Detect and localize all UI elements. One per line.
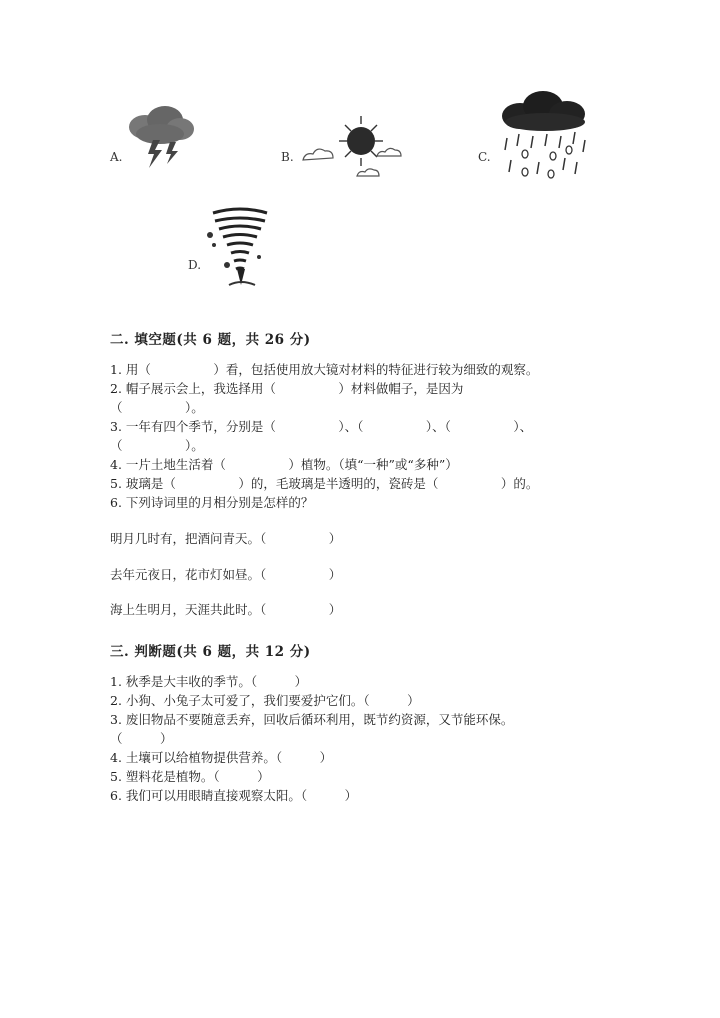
- option-d-label: D.: [188, 258, 202, 272]
- rain-icon: [495, 88, 595, 188]
- judge-question-1: 1. 秋季是大丰收的季节。（ ）: [110, 674, 308, 689]
- fill-question-4: 4. 一片土地生活着（ ）植物。（填“一种”或“多种”）: [110, 457, 458, 472]
- fill-question-1: 1. 用（ ）看，包括使用放大镜对材料的特征进行较为细致的观察。: [110, 362, 539, 377]
- judge-section-title: 三. 判断题(共 6 题，共 12 分): [110, 644, 311, 660]
- fill-question-6: 6. 下列诗词里的月相分别是怎样的？: [110, 495, 314, 510]
- poem-line-2: 去年元夜日，花市灯如昼。（ ）: [110, 567, 342, 582]
- judge-question-3-cont: （ ）: [110, 731, 173, 746]
- fill-section-title: 二. 填空题(共 6 题，共 26 分): [110, 332, 311, 348]
- judge-question-4: 4. 土壤可以给植物提供营养。（ ）: [110, 750, 333, 765]
- poem-line-3: 海上生明月，天涯共此时。（ ）: [110, 602, 342, 617]
- option-a-label: A.: [110, 150, 123, 164]
- fill-question-2: 2. 帽子展示会上，我选择用（ ）材料做帽子，是因为: [110, 381, 464, 396]
- poem-line-1: 明月几时有，把酒问青天。（ ）: [110, 531, 342, 546]
- option-b-label: B.: [281, 150, 294, 164]
- judge-question-5: 5. 塑料花是植物。（ ）: [110, 769, 270, 784]
- tornado-icon: [205, 205, 275, 290]
- fill-question-3-cont: （ ）。: [110, 438, 204, 453]
- judge-question-3: 3. 废旧物品不要随意丢弃，回收后循环利用，既节约资源，又节能环保。: [110, 712, 514, 727]
- judge-question-2: 2. 小狗、小兔子太可爱了，我们要爱护它们。（ ）: [110, 693, 420, 708]
- fill-question-3: 3. 一年有四个季节，分别是（ ）、（ ）、（ ）、: [110, 419, 533, 434]
- option-c-label: C.: [478, 150, 491, 164]
- judge-question-6: 6. 我们可以用眼睛直接观察太阳。（ ）: [110, 788, 358, 803]
- fill-question-2-cont: （ ）。: [110, 400, 204, 415]
- thunderstorm-icon: [120, 102, 200, 182]
- sunny-icon: [295, 112, 410, 182]
- fill-question-5: 5. 玻璃是（ ）的，毛玻璃是半透明的，瓷砖是（ ）的。: [110, 476, 539, 491]
